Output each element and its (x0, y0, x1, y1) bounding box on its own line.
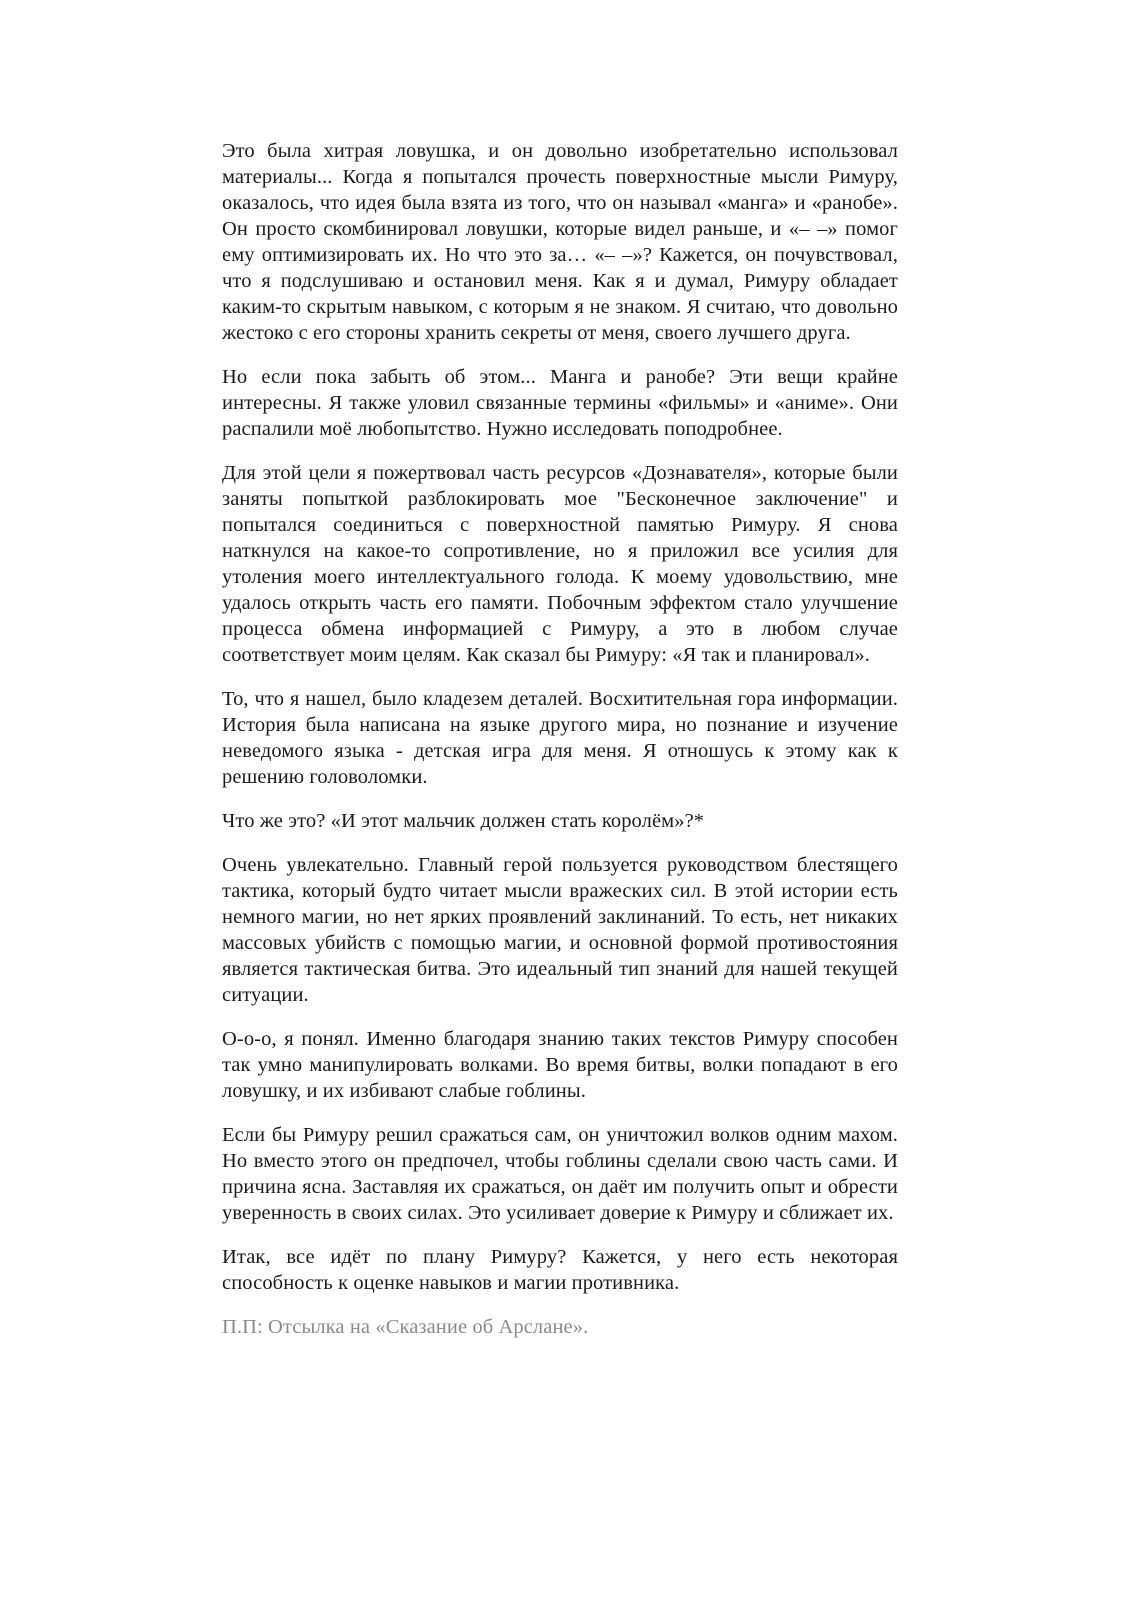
paragraph-6: Очень увлекательно. Главный герой пользуется руководством блестящего тактика, который будто читает мысли вражеских сил. В этой истории есть немного магии, но нет ярких проявлений заклинаний. То есть, нет никаких массовых убийств с помощью магии, и основной формой противостояния является тактическая битва. Это идеальный тип знаний для нашей текущей ситуации. (222, 854, 898, 1006)
paragraph-8: Если бы Римуру решил сражаться сам, он уничтожил волков одним махом. Но вместо этого он предпочел, чтобы гоблины сделали свою часть сами. И причина ясна. Заставляя их сражаться, он даёт им получить опыт и обрести уверенность в своих силах. Это усиливает доверие к Римуру и сближает их. (222, 1124, 898, 1224)
paragraph-7: О-о-о, я понял. Именно благодаря знанию таких текстов Римуру способен так умно манипулировать волками. Во время битвы, волки попадают в его ловушку, и их избивают слабые гоблины. (222, 1028, 898, 1102)
paragraph-3: Для этой цели я пожертвовал часть ресурсов «Дознавателя», которые были заняты попыткой разблокировать мое "Бесконечное заключение" и попытался соединиться с поверхностной памятью Римуру. Я снова наткнулся на какое-то сопротивление, но я приложил все усилия для утоления моего интеллектуального голода. К моему удовольствию, мне удалось открыть часть его памяти. Побочным эффектом стало улучшение процесса обмена информацией с Римуру, а это в любом случае соответствует моим целям. Как сказал бы Римуру: «Я так и планировал». (222, 462, 898, 666)
paragraph-9: Итак, все идёт по плану Римуру? Кажется, у него есть некоторая способность к оценке навыков и магии противника. (222, 1246, 898, 1294)
paragraph-5: Что же это? «И этот мальчик должен стать королём»?* (222, 810, 705, 832)
text-block (222, 138, 898, 1340)
translator-note: П.П: Отсылка на «Сказание об Арслане». (222, 1316, 589, 1338)
paragraph-1: Это была хитрая ловушка, и он довольно изобретательно использовал материалы... Когда я попытался прочесть поверхностные мысли Римуру, оказалось, что идея была взята из того, что он называл «манга» и «ранобе». Он просто скомбинировал ловушки, которые видел раньше, и «– –» помог ему оптимизировать их. Но что это за… «– –»? Кажется, он почувствовал, что я подслушиваю и остановил меня. Как я и думал, Римуру обладает каким-то скрытым навыком, с которым я не знаком. Я считаю, что довольно жестоко с его стороны хранить секреты от меня, своего лучшего друга. (222, 140, 898, 344)
paragraph-4: То, что я нашел, было кладезем деталей. Восхитительная гора информации. История была написана на языке другого мира, но познание и изучение неведомого языка - детская игра для меня. Я отношусь к этому как к решению головоломки. (222, 688, 898, 788)
paragraph-2: Но если пока забыть об этом... Манга и ранобе? Эти вещи крайне интересны. Я также уловил связанные термины «фильмы» и «аниме». Они распалили моё любопытство. Нужно исследовать поподробнее. (222, 366, 898, 440)
